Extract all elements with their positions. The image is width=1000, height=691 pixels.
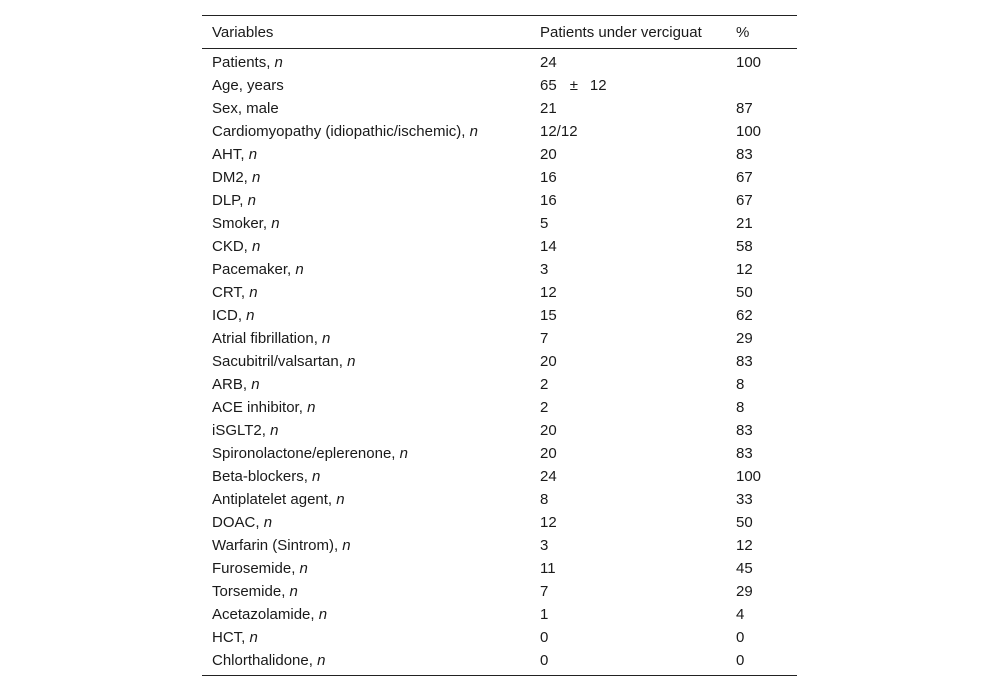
variable-label: Cardiomyopathy (idiopathic/ischemic), (212, 123, 466, 140)
table-row (202, 649, 797, 676)
percent-cell: 83 (736, 353, 753, 370)
variable-cell (202, 120, 530, 143)
variable-cell (202, 557, 530, 580)
count-symbol: n (247, 192, 256, 209)
variable-cell (202, 212, 530, 235)
count-symbol: n (274, 54, 283, 71)
percent-cell: 100 (736, 123, 762, 140)
variable-label: DOAC, (212, 514, 260, 531)
count-symbol: n (318, 606, 328, 623)
variable-label: Patients, (212, 54, 271, 71)
percent-cell: 0 (736, 652, 745, 669)
patient-value: 20 (540, 422, 557, 439)
patient-value: 0 (540, 629, 549, 646)
value-cell (530, 97, 726, 120)
percent-cell: 50 (736, 284, 753, 301)
variable-label: CKD, (212, 238, 248, 255)
patient-value: 14 (540, 238, 557, 255)
percent-cell: 83 (736, 146, 753, 163)
variable-label: Smoker, (212, 215, 268, 232)
patient-value: 12/12 (540, 123, 578, 140)
table-row (202, 281, 797, 304)
count-symbol: n (322, 330, 331, 347)
count-symbol: n (246, 307, 255, 324)
value-cell (530, 327, 726, 350)
table-row (202, 120, 797, 143)
table-row (202, 143, 797, 166)
variable-label: AHT, (212, 146, 245, 163)
value-cell (530, 49, 726, 75)
count-symbol: n (271, 215, 280, 232)
patient-value: 24 (540, 54, 557, 71)
standard-deviation: 12 (589, 77, 607, 94)
count-symbol: n (248, 146, 258, 163)
value-cell (530, 74, 726, 97)
variable-cell (202, 74, 530, 97)
table-row (202, 350, 797, 373)
patient-value: 3 (540, 537, 549, 554)
patient-value: 8 (540, 491, 549, 508)
percent-cell: 29 (736, 330, 753, 347)
count-symbol: n (299, 560, 308, 577)
percent-cell: 8 (736, 399, 745, 416)
value-cell (530, 626, 726, 649)
table-body (202, 49, 797, 676)
header-row (202, 16, 797, 49)
variable-cell (202, 49, 530, 75)
count-symbol: n (399, 445, 408, 462)
percent-cell: 21 (736, 215, 753, 232)
count-symbol: n (252, 169, 261, 186)
patient-value: 2 (540, 399, 549, 416)
percent-cell: 100 (736, 468, 762, 485)
value-cell (530, 649, 726, 676)
variable-cell (202, 626, 530, 649)
variable-label: ACE inhibitor, (212, 399, 303, 416)
percent-cell (726, 74, 797, 97)
percent-cell: 45 (736, 560, 753, 577)
variable-cell (202, 235, 530, 258)
count-symbol: n (249, 284, 258, 301)
header-patients-under-verciguat: Patients under verciguat (540, 23, 702, 41)
patient-value: 2 (540, 376, 549, 393)
patient-value: 20 (540, 353, 557, 370)
count-symbol: n (289, 583, 298, 600)
patient-value: 11 (540, 560, 556, 577)
table-row (202, 580, 797, 603)
table-row (202, 304, 797, 327)
percent-cell: 67 (736, 192, 753, 209)
percent-cell: 4 (736, 606, 745, 623)
variable-cell (202, 304, 530, 327)
variable-cell (202, 166, 530, 189)
variable-cell (202, 258, 530, 281)
plus-minus-symbol: ± (569, 77, 578, 94)
count-symbol: n (252, 238, 261, 255)
value-cell (530, 488, 726, 511)
value-cell (530, 396, 726, 419)
variable-cell (202, 534, 530, 557)
count-symbol: n (469, 123, 478, 140)
variable-cell (202, 649, 530, 676)
table-row (202, 74, 797, 97)
table-row (202, 511, 797, 534)
percent-cell: 50 (736, 514, 753, 531)
patient-value: 3 (540, 261, 549, 278)
value-cell (530, 557, 726, 580)
patient-value: 7 (540, 583, 549, 600)
variable-cell (202, 488, 530, 511)
percent-cell: 67 (736, 169, 753, 186)
table-row (202, 258, 797, 281)
patient-value: 15 (540, 307, 557, 324)
value-cell (530, 120, 726, 143)
value-cell (530, 258, 726, 281)
variable-label: HCT, (212, 629, 246, 646)
table-row (202, 396, 797, 419)
table-row (202, 534, 797, 557)
variable-label: ICD, (212, 307, 242, 324)
value-cell (530, 304, 726, 327)
variable-cell (202, 419, 530, 442)
patient-value: 20 (540, 445, 557, 462)
value-cell (530, 189, 726, 212)
value-cell (530, 580, 726, 603)
percent-cell: 0 (736, 629, 745, 646)
value-cell (530, 442, 726, 465)
percent-cell: 8 (736, 376, 745, 393)
percent-cell: 83 (736, 445, 753, 462)
variable-label: Beta-blockers, (212, 468, 308, 485)
table-row (202, 373, 797, 396)
value-cell (530, 373, 726, 396)
count-symbol: n (312, 468, 321, 485)
patient-characteristics-table (202, 15, 797, 676)
table-row (202, 97, 797, 120)
variable-label: Age, years (212, 77, 284, 94)
patient-value: 21 (540, 100, 557, 117)
variable-cell (202, 511, 530, 534)
table-row (202, 235, 797, 258)
header-percent: % (736, 23, 750, 41)
count-symbol: n (342, 537, 351, 554)
count-symbol: n (317, 652, 326, 669)
value-cell (530, 350, 726, 373)
variable-cell (202, 580, 530, 603)
variable-label: Furosemide, (212, 560, 296, 577)
percent-cell: 12 (736, 537, 753, 554)
patient-value: 5 (540, 215, 549, 232)
count-symbol: n (307, 399, 316, 416)
count-symbol: n (336, 491, 345, 508)
table-row (202, 49, 797, 75)
value-cell (530, 166, 726, 189)
percent-cell: 29 (736, 583, 753, 600)
variable-cell (202, 603, 530, 626)
patient-value: 16 (540, 169, 557, 186)
patient-value: 65 (540, 77, 557, 94)
variable-cell (202, 465, 530, 488)
percent-cell: 87 (736, 100, 753, 117)
table-row (202, 189, 797, 212)
value-cell (530, 534, 726, 557)
value-cell (530, 603, 726, 626)
variable-cell (202, 281, 530, 304)
table-row (202, 488, 797, 511)
value-cell (530, 511, 726, 534)
value-cell (530, 281, 726, 304)
table-row (202, 419, 797, 442)
table-row (202, 442, 797, 465)
count-symbol: n (251, 376, 260, 393)
value-cell (530, 419, 726, 442)
count-symbol: n (263, 514, 273, 531)
percent-cell: 62 (736, 307, 753, 324)
variable-label: ARB, (212, 376, 248, 393)
table-row (202, 603, 797, 626)
variable-cell (202, 189, 530, 212)
variable-cell (202, 350, 530, 373)
percent-cell: 83 (736, 422, 753, 439)
variable-cell (202, 442, 530, 465)
variable-cell (202, 373, 530, 396)
patient-value: 7 (540, 330, 549, 347)
variable-label: CRT, (212, 284, 246, 301)
table-row (202, 557, 797, 580)
patient-value: 12 (540, 284, 557, 301)
variable-label: Acetazolamide, (212, 606, 315, 623)
percent-cell: 100 (736, 54, 762, 71)
variable-label: DM2, (212, 169, 248, 186)
table-row (202, 626, 797, 649)
variable-cell (202, 143, 530, 166)
count-symbol: n (295, 261, 304, 278)
variable-label: Torsemide, (212, 583, 286, 600)
percent-cell: 58 (736, 238, 753, 255)
count-symbol: n (249, 629, 258, 646)
variable-cell (202, 97, 530, 120)
patient-value: 24 (540, 468, 557, 485)
header-variables: Variables (212, 23, 274, 41)
table-row (202, 327, 797, 350)
variable-label: Chlorthalidone, (212, 652, 313, 669)
percent-cell: 12 (736, 261, 753, 278)
variable-label: iSGLT2, (212, 422, 266, 439)
patient-value: 1 (540, 606, 549, 623)
table-row (202, 465, 797, 488)
percent-cell: 33 (736, 491, 753, 508)
variable-label: Sacubitril/valsartan, (212, 353, 343, 370)
count-symbol: n (347, 353, 356, 370)
variable-label: Warfarin (Sintrom), (212, 537, 339, 554)
variable-label: Atrial fibrillation, (212, 330, 318, 347)
table-row (202, 166, 797, 189)
value-cell (530, 465, 726, 488)
value-cell (530, 143, 726, 166)
variable-cell (202, 396, 530, 419)
table-row (202, 212, 797, 235)
table-header (202, 16, 797, 49)
variable-label: Antiplatelet agent, (212, 491, 333, 508)
variable-label: Spironolactone/eplerenone, (212, 445, 396, 462)
count-symbol: n (270, 422, 279, 439)
variable-label: Pacemaker, (212, 261, 292, 278)
patient-value: 16 (540, 192, 557, 209)
patient-value: 20 (540, 146, 557, 163)
patient-value: 12 (540, 514, 557, 531)
value-cell (530, 212, 726, 235)
variable-cell (202, 327, 530, 350)
patient-value: 0 (540, 652, 549, 669)
variable-label: Sex, male (212, 100, 279, 117)
variable-label: DLP, (212, 192, 244, 209)
value-cell (530, 235, 726, 258)
